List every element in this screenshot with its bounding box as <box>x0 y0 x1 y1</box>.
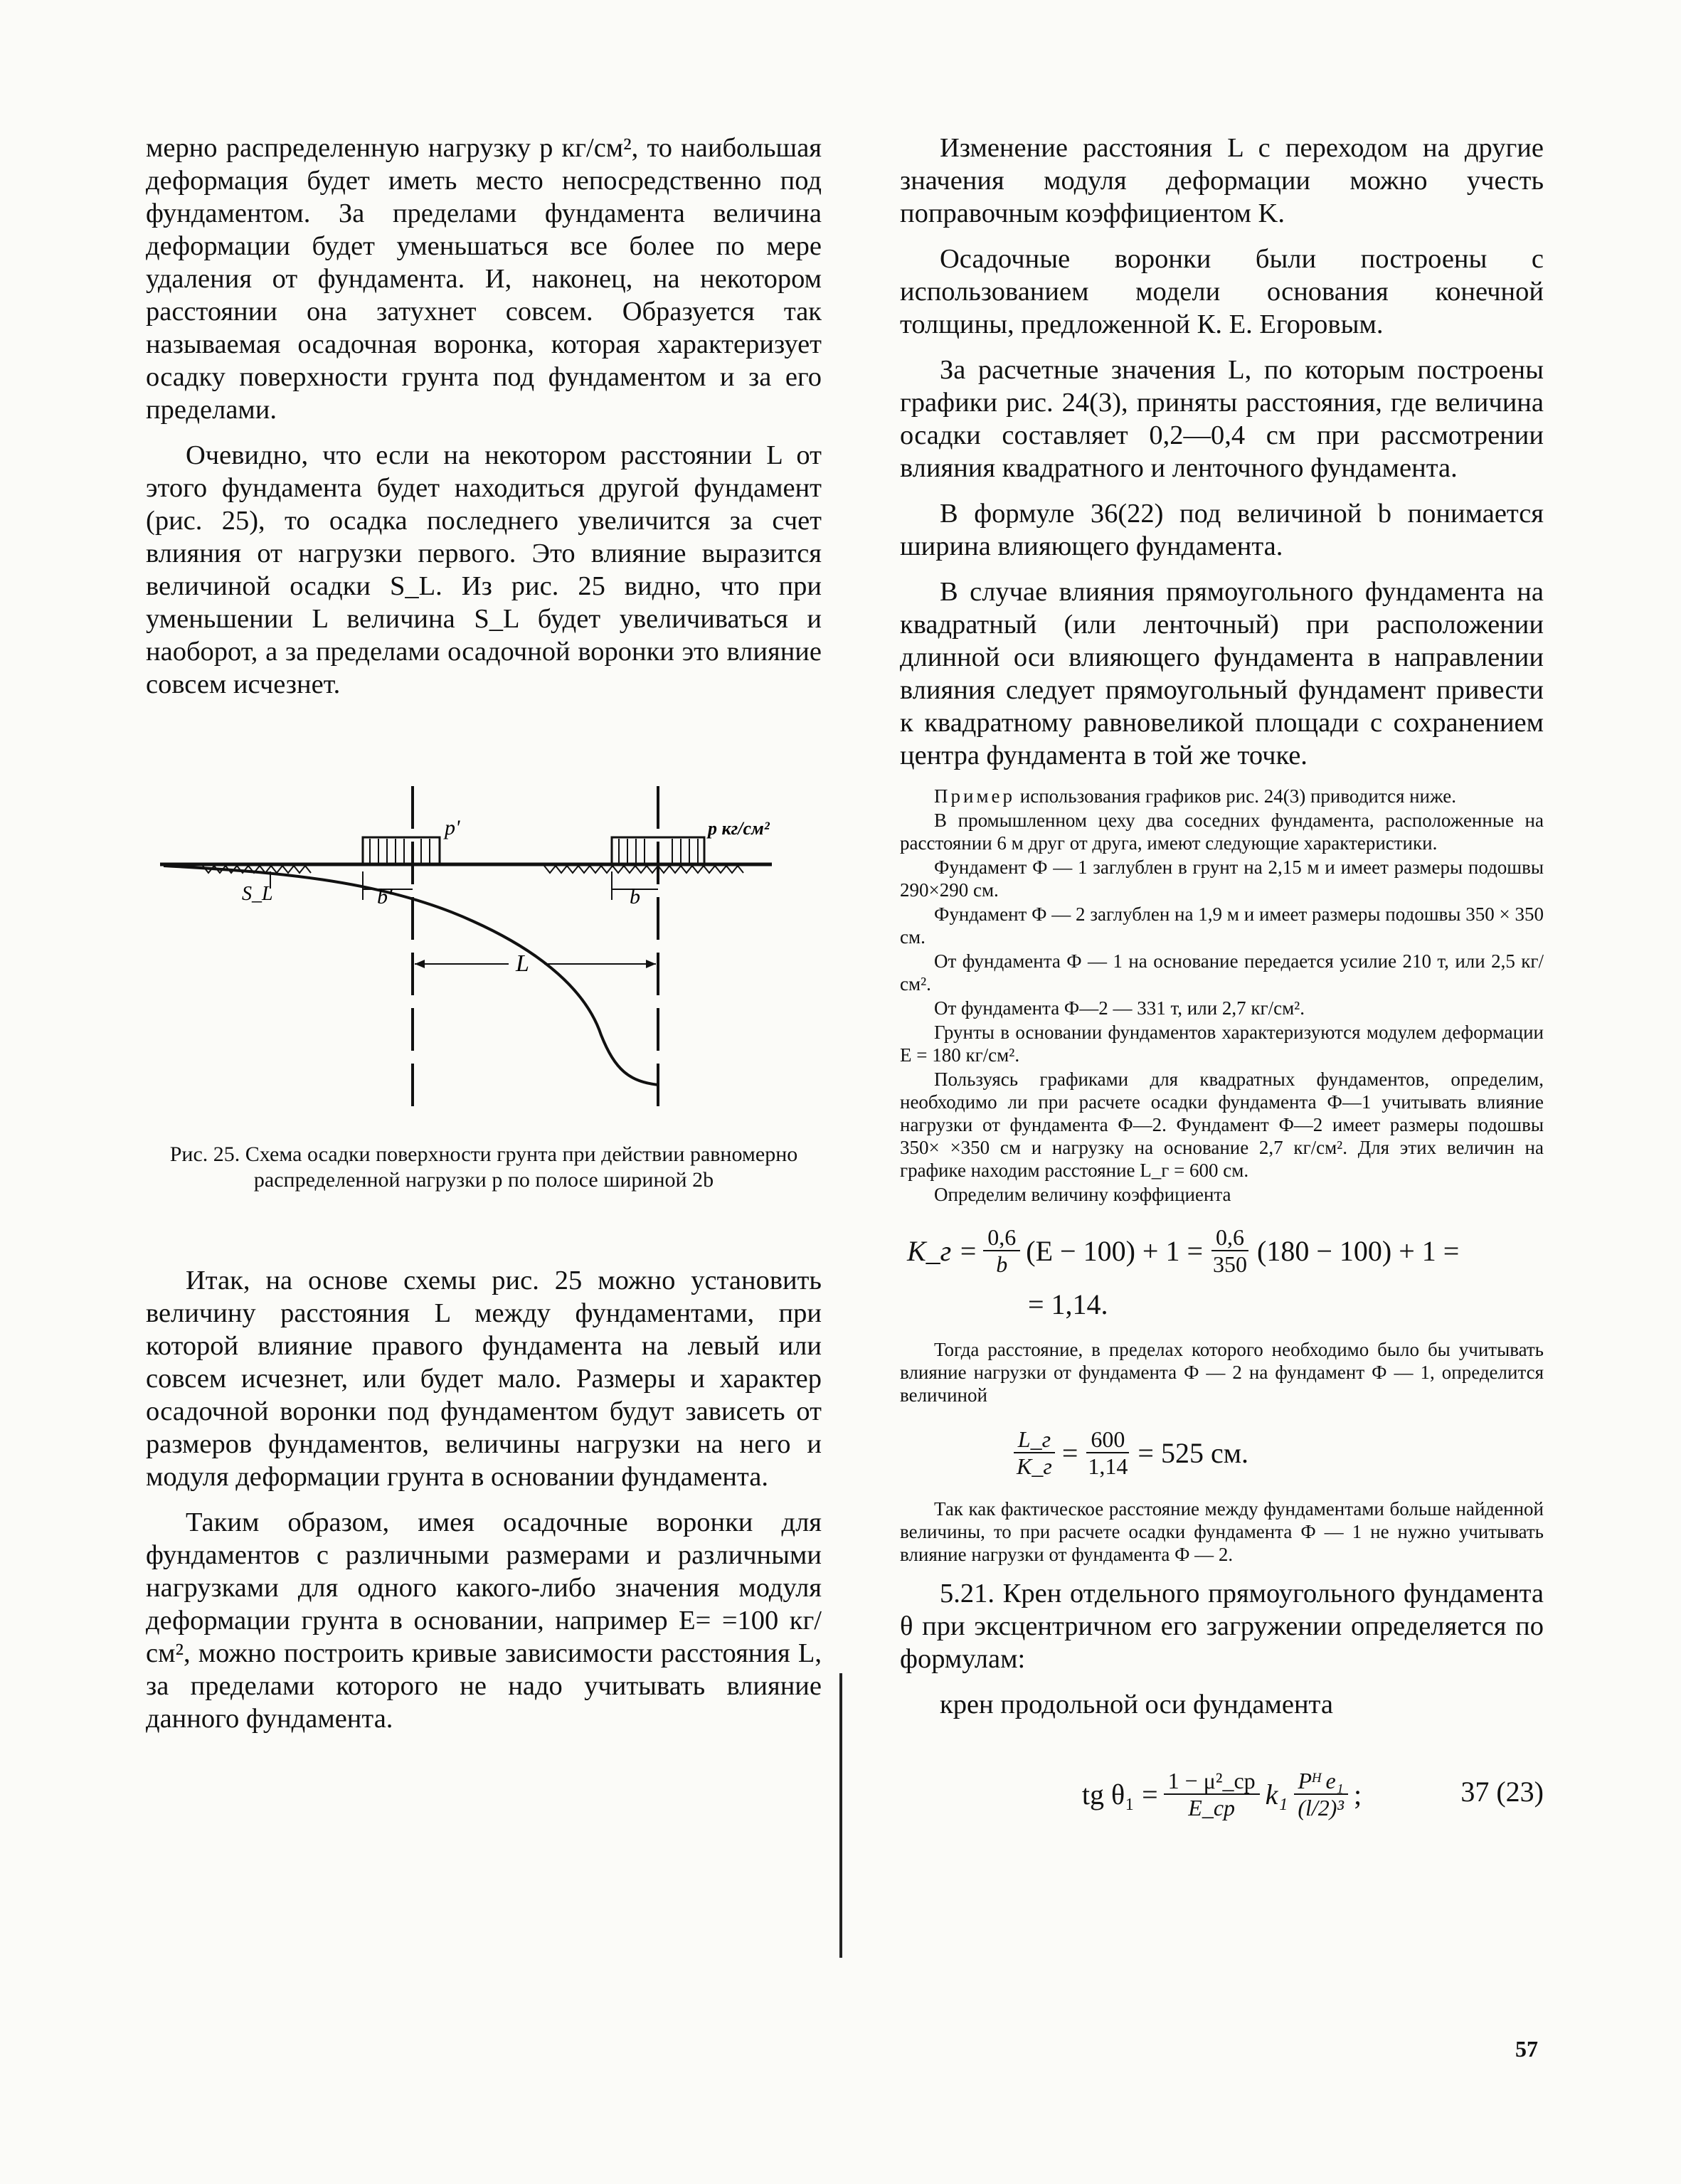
example-line-2: Фундамент Ф — 1 заглублен в грунт на 2,15 м и имеет размеры подошвы 290×290 см. <box>900 857 1544 901</box>
equation-number: 37 (23) <box>1460 1776 1544 1808</box>
left-column <box>146 132 822 1748</box>
example-line-4: От фундамента Ф — 1 на основание передается усилие 210 т, или 2,5 кг/см². <box>900 950 1544 995</box>
lk-fraction-1: $\frac{L\_г}{K\_г}$ <box>1012 1426 1056 1479</box>
left-paragraph-1: мерно распределенную нагрузку p кг/см², то наибольшая деформация будет иметь место непосредственно под фундаментом. За пределами фундамента величина деформации будет уменьшаться все более по мере удаления от фундамента. И, наконец, на некотором расстоянии она затухнет совсем. Образуется так называемая осадочная воронка, которая характеризует осадку поверхности грунта под фундаментом и за его пределами. <box>146 133 822 425</box>
right-paragraph-3: За расчетные значения L, по которым построены графики рис. 24(3), приняты расстояния, где величина осадки составляет 0,2—0,4 см при рассмотрении влияния квадратного и ленточного фундамента. <box>900 355 1544 483</box>
label-sl: S_L <box>242 883 273 905</box>
example-line-1: В промышленном цеху два соседних фундамента, расположенные на расстоянии 6 м друг от друга, имеют следующие характеристики. <box>900 810 1544 854</box>
figure-caption: Рис. 25. Схема осадки поверхности грунта при действии равномерно распределенной нагрузки p по полосе шириной 2b <box>169 1143 798 1192</box>
example-rest: использования графиков рис. 24(3) приводится ниже. <box>1019 785 1457 807</box>
example-line-9: Тогда расстояние, в пределах которого необходимо было бы учитывать влияние нагрузки от фундамента Ф — 2 на фундамент Ф — 1, определится величиной <box>900 1339 1544 1406</box>
ground-hatching-right <box>544 866 743 873</box>
label-p: p кг/см² <box>708 818 770 839</box>
right-paragraph-1: Изменение расстояния L с переходом на другие значения модуля деформации можно учесть поправочным коэффициентом K. <box>900 133 1544 228</box>
margin-rule <box>839 1673 842 1958</box>
formula-tg-theta: tg θ₁ = $\frac{\text{1 − μ²\_ср}}{E\_ср}$ k₁ $\frac{\text{Pᴴ e₁}}{\text{(l/2)³}}$ ; 37 (23) <box>1081 1768 1544 1820</box>
example-line-5: От фундамента Ф—2 — 331 т, или 2,7 кг/см². <box>934 997 1305 1019</box>
lk-fraction-2: $\frac{600}{1,14}$ <box>1088 1426 1128 1479</box>
left-paragraph-4: Таким образом, имея осадочные воронки для фундаментов с различными размерами и различными нагрузками для одного какого-либо значения модуля деформации грунта в основании, например E= =100 кг/см², можно построить кривые зависимости расстояния L, за пределами которого не надо учитывать влияние данного фундамента. <box>146 1507 822 1734</box>
k-mid: (E − 100) + 1 = <box>1026 1234 1204 1267</box>
page-number: 57 <box>1515 2036 1538 2062</box>
l-arrowhead-right <box>646 960 656 968</box>
k-rhs: (180 − 100) + 1 = <box>1257 1234 1460 1267</box>
example-line-8: Определим величину коэффициента <box>934 1184 1231 1205</box>
label-p-prime: p' <box>445 816 460 839</box>
example-line-6: Грунты в основании фундаментов характеризуются модулем деформации E = 180 кг/см². <box>900 1022 1544 1066</box>
example-word: Пример <box>934 785 1016 807</box>
label-b: b <box>630 885 640 908</box>
l-arrowhead-left <box>415 960 425 968</box>
right-paragraph-7: крен продольной оси фундамента <box>940 1690 1333 1719</box>
load-arrows-left <box>370 839 430 863</box>
load-block-left <box>363 837 440 864</box>
settlement-curve <box>164 866 658 1085</box>
figure-25 <box>146 758 822 1142</box>
left-paragraph-3: Итак, на основе схемы рис. 25 можно установить величину расстояния L между фундаментами, при которой влияние правого фундамента на левый или совсем исчезнет, или будет мало. Размеры и характер осадочной воронки под фундаментом будут зависеть от размеров фундаментов, величины нагрузки на него и модуля деформации грунта в основании фундамента. <box>146 1266 822 1492</box>
right-paragraph-6: 5.21. Крен отдельного прямоугольного фундамента θ при эксцентричном его загружении определяется по формулам: <box>900 1579 1544 1674</box>
formula-k-result: = 1,14. <box>1028 1288 1108 1320</box>
example-line-10: Так как фактическое расстояние между фундаментами больше найденной величины, то при расчете осадки фундамента Ф — 1 не нужно учитывать влияние нагрузки от фундамента Ф — 2. <box>900 1498 1544 1565</box>
tg-fraction-2: $\frac{\text{Pᴴ e₁}}{\text{(l/2)³}}$ <box>1293 1768 1348 1820</box>
example-line-3: Фундамент Ф — 2 заглублен на 1,9 м и имеет размеры подошвы 350 × 350 см. <box>900 903 1544 948</box>
example-line-7: Пользуясь графиками для квадратных фундаментов, определим, необходимо ли при расчете осадки фундамента Ф—1 учитывать влияние нагрузки от фундамента Ф—2. Фундамент Ф—2 имеет размеры подошвы 350× ×350 см и нагрузку на основание 2,7 кг/см². Для этих величин на графике находим расстояние L_г = 600 см. <box>900 1069 1544 1181</box>
k-lhs: K_г = <box>907 1234 978 1267</box>
right-paragraph-2: Осадочные воронки были построены с использованием модели основания конечной толщины, предложенной К. Е. Егоровым. <box>900 244 1544 339</box>
formula-k <box>900 1219 1544 1283</box>
settlement-diagram <box>146 758 822 1142</box>
right-paragraph-5: В случае влияния прямоугольного фундамента на квадратный (или ленточный) при расположении длинной оси влияющего фундамента в направлении влияния следует прямоугольный фундамент привести к квадратному равновеликой площади с сохранением центра фундамента в той же точке. <box>900 577 1544 770</box>
k-fraction-2: $\frac{0,6}{350}$ <box>1213 1224 1248 1277</box>
left-paragraph-2: Очевидно, что если на некотором расстоянии L от этого фундамента будет находиться другой фундамент (рис. 25), то осадка последнего увеличится за счет влияния от нагрузки первого. Это влияние выразится величиной осадки S_L. Из рис. 25 видно, что при уменьшении L величина S_L будет увеличиваться и наоборот, а за пределами осадочной воронки это влияние совсем исчезнет. <box>146 440 822 699</box>
label-b-prime: b' <box>377 885 393 908</box>
example-intro <box>900 785 1544 807</box>
right-column <box>900 132 1544 1855</box>
formula-l-over-k: $\frac{L\_г}{K\_г}$ = $\frac{600}{1,14}$ = 525 см. <box>900 1414 1544 1492</box>
right-paragraph-4: В формуле 36(22) под величиной b понимается ширина влияющего фундамента. <box>900 499 1544 561</box>
k-fraction-1: $\frac{0,6}{b}$ <box>983 1224 1020 1277</box>
label-l: L <box>516 950 529 977</box>
tg-fraction-1: $\frac{\text{1 − μ²\_ср}}{E\_ср}$ <box>1164 1768 1260 1820</box>
